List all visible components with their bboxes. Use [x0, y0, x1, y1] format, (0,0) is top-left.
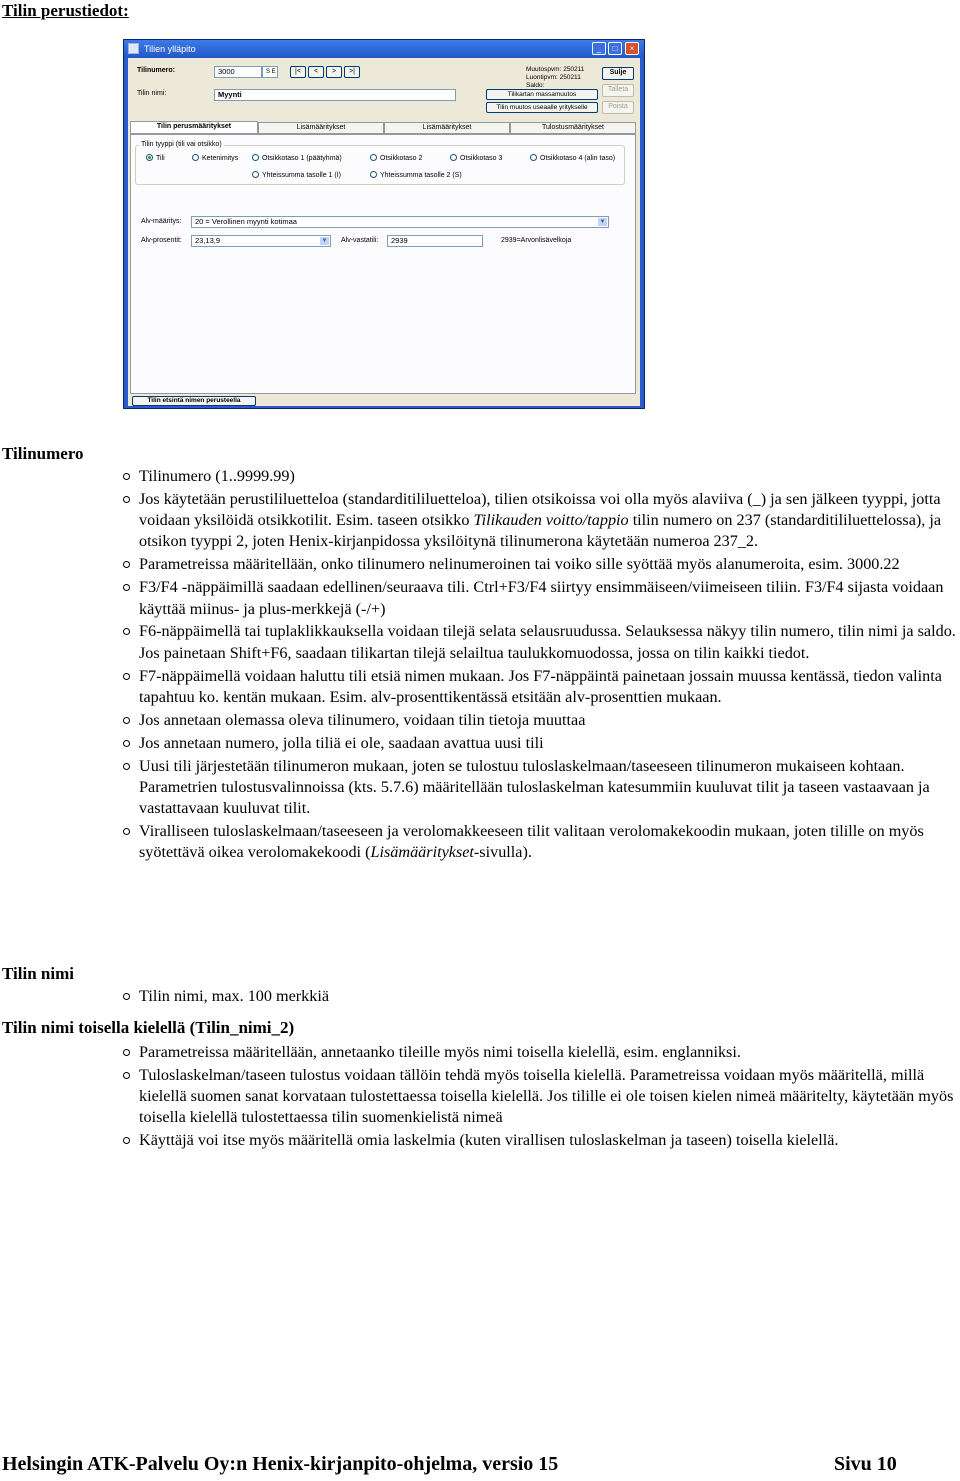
- list-item: F6-näppäimellä tai tuplaklikkauksella voidaan tilejä selata selausruudussa. Selauksessa näkyy tilin numero, tilin nimi ja saldo. Jos painetaan Shift+F6, saadaan tilikartan tilejä selailtua taulukkomuodossa, jossa on tilin kaikki tiedot.: [122, 621, 958, 664]
- bullet-icon: [123, 584, 130, 591]
- vat-counter-account-label: Alv-vastatili:: [341, 237, 379, 244]
- account-flags: S E: [262, 66, 278, 78]
- list-item: F3/F4 -näppäimillä saadaan edellinen/seuraava tili. Ctrl+F3/F4 siirtyy ensimmäiseen/viimeiseen tiliin. F3/F4 sijasta voidaan käyttää miinus- ja plus-merkkejä (-/+): [122, 577, 958, 620]
- tab-additional-settings[interactable]: Lisämääritykset: [258, 122, 384, 134]
- section-heading-account-name: Tilin nimi: [2, 964, 74, 983]
- radio-heading-level-4[interactable]: Otsikkotaso 4 (alin taso): [530, 154, 615, 162]
- bullet-icon: [123, 1049, 130, 1056]
- close-icon[interactable]: ×: [625, 42, 639, 55]
- bullet-icon: [123, 561, 130, 568]
- radio-icon: [530, 154, 537, 161]
- basic-settings-panel: [130, 134, 636, 394]
- chevron-down-icon[interactable]: ▼: [321, 238, 328, 244]
- bullet-icon: [123, 993, 130, 1000]
- vat-definition-select[interactable]: 20 = Verollinen myynti kotimaa ▼: [191, 216, 609, 228]
- list-item: Tilin nimi, max. 100 merkkiä: [122, 986, 958, 1007]
- radio-icon: [370, 171, 377, 178]
- multi-company-change-button[interactable]: Tilin muutos useaalle yritykselle: [486, 102, 598, 113]
- radio-heading-level-1[interactable]: Otsikkotaso 1 (päätyhmä): [252, 154, 342, 162]
- bullet-icon: [123, 1137, 130, 1144]
- radio-icon: [370, 154, 377, 161]
- footer-page-number: Sivu 10: [834, 1453, 897, 1475]
- next-account-button[interactable]: >: [326, 66, 342, 78]
- account-name-bullets: [122, 986, 958, 1009]
- account-number-label: Tilinumero:: [137, 67, 175, 74]
- tab-print-settings[interactable]: Tulostusmääritykset: [510, 122, 636, 134]
- bullet-icon: [123, 673, 130, 680]
- previous-account-button[interactable]: <: [308, 66, 324, 78]
- radio-icon: [450, 154, 457, 161]
- radio-icon: [192, 154, 199, 161]
- list-item: Parametreissa määritellään, annetaanko tileille myös nimi toisella kielellä, esim. englanniksi.: [122, 1042, 958, 1063]
- search-by-name-button[interactable]: Tilin etsintä nimen perusteella: [132, 396, 256, 406]
- list-item: Viralliseen tuloslaskelmaan/taseeseen ja verolomakkeeseen tilit valitaan verolomakekoodin mukaan, joten tilille on myös syötettävä oikea verolomakekoodi (Lisämääritykset-sivulla).: [122, 821, 958, 864]
- bullet-icon: [123, 828, 130, 835]
- list-item: Tuloslaskelman/taseen tulostus voidaan tällöin tehdä myös toisella kielellä. Parametreissa voidaan myös määritellä, millä kielellä suomen sanat korvataan tulostettaessa toisella kielellä. Jos tilille ei ole toisen kielen nimeä määritelty, käytetään myös toisella kielellä tulostettaessa tilin suomenkielistä nimeä: [122, 1065, 958, 1129]
- radio-icon: [252, 171, 259, 178]
- vat-percent-label: Alv-prosentit:: [141, 237, 182, 244]
- list-item: Käyttäjä voi itse myös määritellä omia laskelmia (kuten virallisen tuloslaskelman ja taseen) toisella kielellä.: [122, 1130, 958, 1151]
- bullet-icon: [123, 763, 130, 770]
- radio-cost-name[interactable]: Ketenimitys: [192, 154, 238, 162]
- bullet-icon: [123, 496, 130, 503]
- window-title: Tilien ylläpito: [144, 44, 196, 54]
- second-language-bullets: [122, 1042, 958, 1153]
- chart-mass-change-button[interactable]: Tilikartan massamuutos: [486, 89, 598, 100]
- vat-counter-account-input[interactable]: 2939: [387, 235, 483, 247]
- list-item: Tilinumero (1..9999.99): [122, 466, 958, 487]
- vat-percent-select[interactable]: 23,13,9 ▼: [191, 235, 331, 247]
- radio-heading-level-3[interactable]: Otsikkotaso 3: [450, 154, 502, 162]
- first-account-button[interactable]: |<: [290, 66, 306, 78]
- account-number-input[interactable]: 3000: [214, 66, 262, 78]
- footer-title: Helsingin ATK-Palvelu Oy:n Henix-kirjanpito-ohjelma, versio 15: [2, 1453, 559, 1475]
- minimize-icon[interactable]: _: [592, 42, 606, 55]
- bullet-icon: [123, 740, 130, 747]
- modified-date: Muutospvm: 250211: [526, 66, 585, 73]
- list-item: Uusi tili järjestetään tilinumeron mukaan, joten se tulostuu tuloslaskelmaan/taseeseen tilinumeron mukaiseen kohtaan. Parametrien tulostusvalinnoissa (kts. 5.7.6) määritellään tuloslaskelman katesummiin kuuluvat tilit ja taseen vastaavaan ja vastattavaan kuuluvat tilit.: [122, 756, 958, 820]
- list-item: Jos käytetään perustililuetteloa (standarditililuetteloa), tilien otsikoissa voi olla myös alaviiva (_) ja sen jälkeen tyyppi, jotta voidaan yksilöidä otsikkotilit. Esim. taseen otsikko Tilikauden voitto/tappio tilin numero on 237 (standarditililuettelossa), ja otsikon tyyppi 2, joten Henix-kirjanpidossa yksilöitynä tilinumerona käytetään numeroa 237_2.: [122, 489, 958, 553]
- radio-heading-level-2[interactable]: Otsikkotaso 2: [370, 154, 422, 162]
- delete-button[interactable]: Poista: [602, 101, 634, 114]
- window-client: [128, 58, 640, 406]
- list-item: Jos annetaan olemassa oleva tilinumero, voidaan tilin tietoja muuttaa: [122, 710, 958, 731]
- save-button[interactable]: Talleta: [602, 84, 634, 97]
- list-item: Parametreissa määritellään, onko tilinumero nelinumeroinen tai voiko sille syöttää myös alanumeroita, esim. 3000.22: [122, 554, 958, 575]
- balance-label: Saldo:: [526, 82, 545, 89]
- section-heading-second-language: Tilin nimi toisella kielellä (Tilin_nimi_2): [2, 1018, 295, 1037]
- account-maintenance-window: [123, 39, 645, 409]
- chevron-down-icon[interactable]: ▼: [599, 219, 606, 225]
- radio-sum-level-2[interactable]: Yhteissumma tasolle 2 (S): [370, 171, 462, 179]
- radio-sum-level-1[interactable]: Yhteissumma tasolle 1 (I): [252, 171, 341, 179]
- list-item: F7-näppäimellä voidaan haluttu tili etsiä nimen mukaan. Jos F7-näppäintä painetaan jossain muussa kentässä, tiedon valinta tapahtuu ko. kentän mukaan. Esim. alv-prosenttikentässä etsitään alv-prosenttien mukaan.: [122, 666, 958, 709]
- page-heading: Tilin perustiedot:: [2, 1, 129, 20]
- account-type-group-title: Tilin tyyppi (tili vai otsikko): [141, 141, 222, 148]
- bullet-icon: [123, 1072, 130, 1079]
- radio-selected-icon: [146, 154, 153, 161]
- bullet-icon: [123, 628, 130, 635]
- account-type-group: [135, 141, 625, 185]
- section-heading-account-number: Tilinumero: [2, 444, 84, 463]
- account-name-input[interactable]: Myynti: [214, 89, 456, 101]
- list-item: Jos annetaan numero, jolla tiliä ei ole, saadaan avattua uusi tili: [122, 733, 958, 754]
- radio-account[interactable]: Tili: [146, 154, 165, 162]
- last-account-button[interactable]: >|: [344, 66, 360, 78]
- tab-basic-settings[interactable]: Tilin perusmääritykset: [130, 121, 258, 134]
- account-name-label: Tilin nimi:: [137, 90, 167, 97]
- app-icon: [128, 43, 139, 54]
- bullet-icon: [123, 717, 130, 724]
- vat-counter-account-description: 2939=Arvonlisävelkoja: [501, 237, 572, 244]
- tab-additional-settings-2[interactable]: Lisämääritykset: [384, 122, 510, 134]
- radio-icon: [252, 154, 259, 161]
- maximize-icon[interactable]: □: [608, 42, 622, 55]
- account-number-bullets: [122, 466, 958, 865]
- close-button[interactable]: Sulje: [602, 67, 634, 80]
- vat-definition-label: Alv-määritys:: [141, 218, 182, 225]
- bullet-icon: [123, 473, 130, 480]
- window-titlebar: [124, 40, 644, 58]
- created-date: Luontipvm: 250211: [526, 74, 581, 81]
